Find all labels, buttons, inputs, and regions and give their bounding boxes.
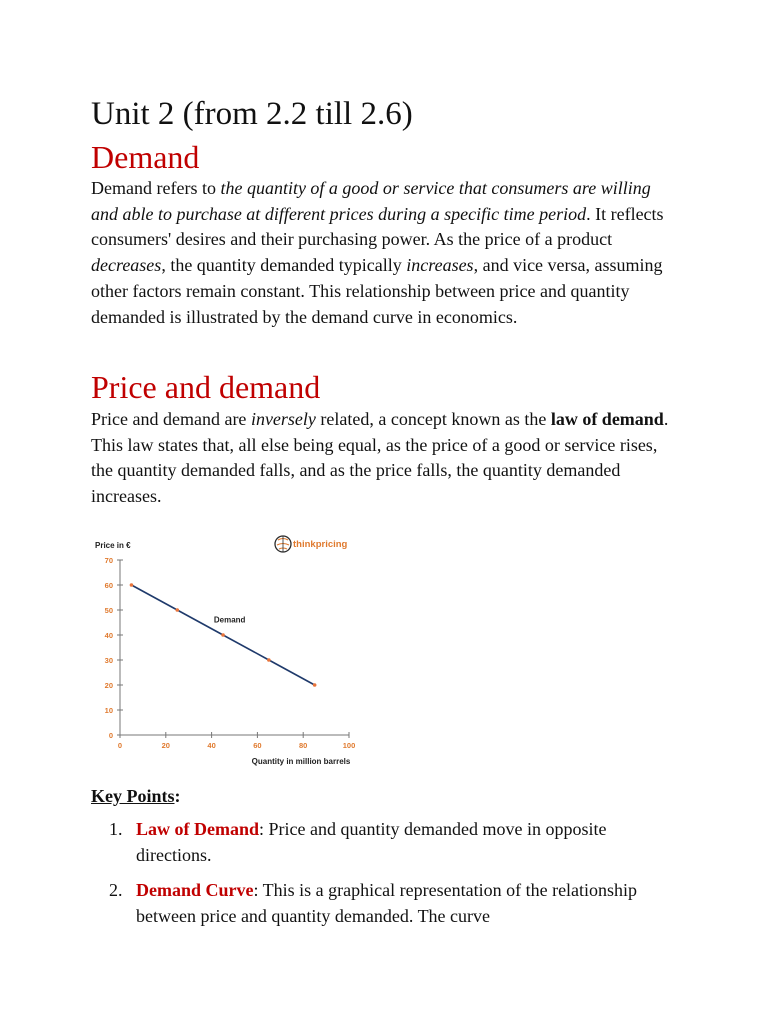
list-item [91,816,671,868]
chart-annotation-demand: Demand [213,615,246,625]
text-run: , and vice versa, assuming other factors remain constant. This relationship between price and quantity demanded is illustrated by the demand curve in economics. [91,255,663,327]
y-tick-label: 60 [104,581,113,590]
y-tick-label: 30 [104,656,113,665]
section-heading-demand: Demand [91,139,200,175]
data-point [313,683,317,687]
demand-chart [91,520,371,770]
y-tick-label: 40 [104,631,113,640]
x-tick-label: 0 [117,741,123,750]
demand-chart-svg [91,520,371,770]
text-run: . This law states that, all else being equal, as the price of a good or service rises, the quantity demanded falls, and as the price falls, the quantity demanded increases. [91,409,669,507]
list-number: 1. [109,819,123,839]
list-number: 2. [109,880,123,900]
key-point-text: : Price and quantity demanded move in opposite directions. [136,819,607,865]
x-tick-label: 40 [207,741,216,750]
text-run: , the quantity demanded typically [161,255,407,276]
key-points-colon: : [174,786,181,806]
key-term: Law of Demand [136,819,260,839]
list-item [91,877,671,929]
key-points-list [91,816,671,938]
chart-y-axis-label: Price in € [95,541,131,550]
x-tick-label: 20 [161,741,170,750]
text-run: increases [406,255,474,276]
key-point-text: : This is a graphical representation of the relationship between price and quantity demanded. The curve [136,880,638,926]
thinkpricing-logo [275,536,348,552]
data-point [221,633,225,637]
brand-name: thinkpricing [293,539,348,550]
x-tick-label: 80 [299,741,308,750]
paragraph-price-demand [91,407,681,510]
y-tick-label: 20 [104,681,113,690]
text-run: related, a concept known as the [315,409,551,429]
chart-x-axis-label: Quantity in million barrels [251,757,351,766]
key-points-label: Key Points [91,786,175,806]
key-points-heading [91,784,181,809]
y-tick-label: 50 [104,606,113,615]
paragraph-demand [91,176,681,330]
data-point [130,583,134,587]
page-title: Unit 2 (from 2.2 till 2.6) [91,96,413,132]
text-run: . It reflects consumers' desires and their purchasing power. As the price of a product [91,203,664,250]
x-tick-label: 60 [253,741,262,750]
x-tick-label: 100 [342,741,356,750]
data-point [175,608,179,612]
text-run: decreases [91,255,162,276]
text-run: inversely [250,409,316,429]
y-tick-label: 70 [104,556,113,565]
text-run: law of demand [550,409,664,429]
data-point [267,658,271,662]
y-tick-label: 0 [108,731,113,740]
section-heading-price-demand: Price and demand [91,369,321,405]
text-run: Price and demand are [91,409,251,429]
text-run: the quantity of a good or service that consumers are willing and able to purchase at different prices during a specific time period [91,178,651,224]
text-run: Demand refers to [91,178,221,198]
y-tick-label: 10 [104,706,113,715]
brain-icon [275,536,291,552]
key-term: Demand Curve [136,880,254,900]
